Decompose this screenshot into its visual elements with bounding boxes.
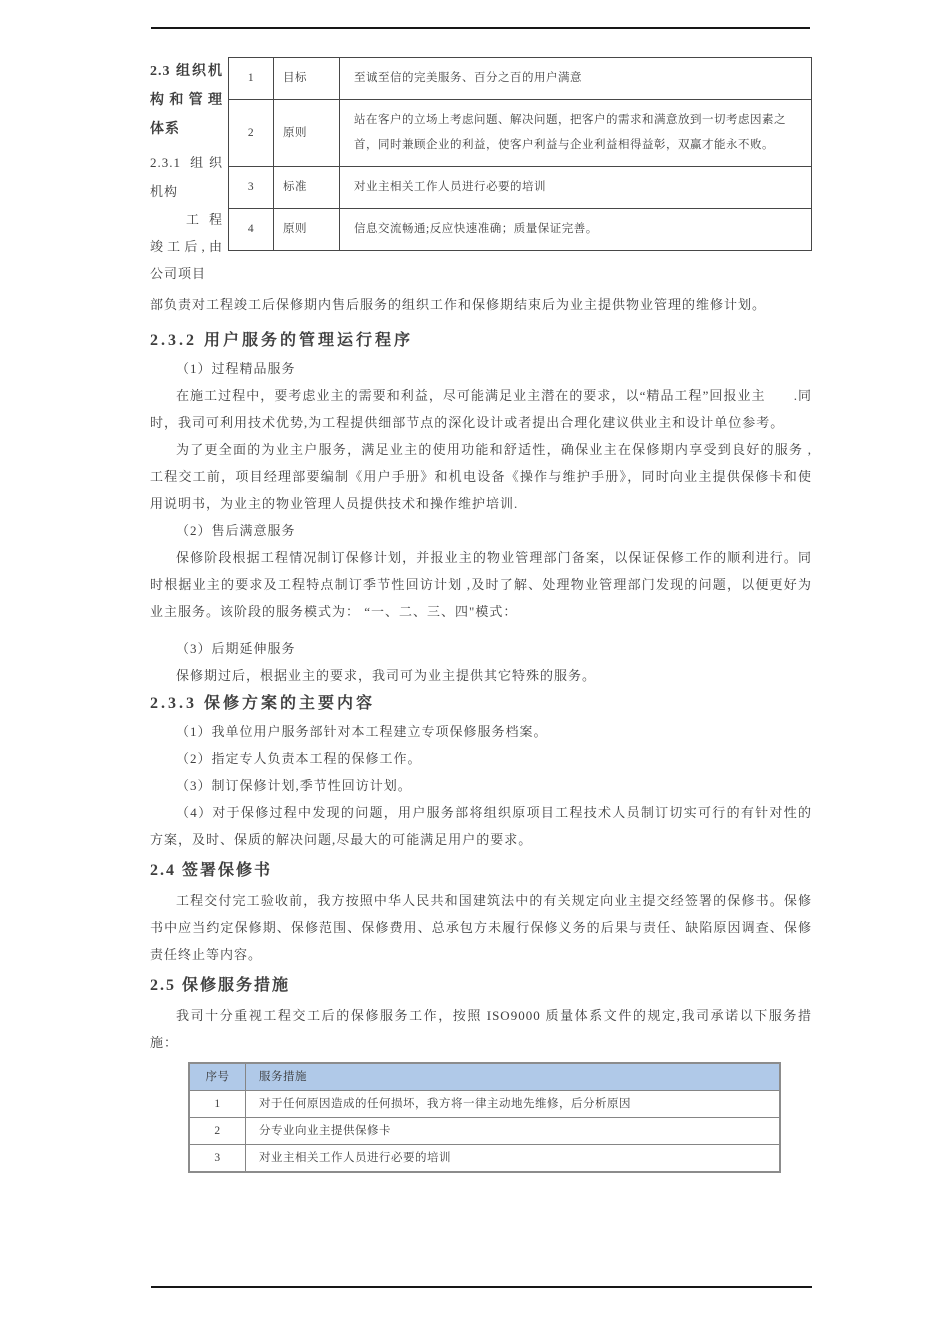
paragraph: 保修期过后，根据业主的要求，我司可为业主提供其它特殊的服务。 [176, 668, 597, 683]
row-label-cell: 标准 [274, 167, 340, 209]
row-number-cell: 1 [189, 1091, 246, 1118]
org-structure-section [150, 57, 812, 287]
page-footer-rule [151, 1286, 812, 1288]
row-label-cell: 目标 [274, 58, 340, 100]
row-number-cell: 4 [229, 209, 274, 251]
row-number-cell: 2 [229, 100, 274, 167]
table-row [229, 209, 812, 251]
row-content-cell: 至诚至信的完美服务、百分之百的用户满意 [340, 58, 812, 100]
table-row [229, 100, 812, 167]
row-content-cell: 信息交流畅通;反应快速准确；质量保证完善。 [340, 209, 812, 251]
org-service-table [228, 57, 812, 251]
service-measures-table-body [189, 1091, 780, 1173]
column-header-no: 序号 [189, 1063, 246, 1091]
subsection-heading: （2）售后满意服务 [176, 523, 296, 538]
section-heading-2-3-3: 2.3.3 保修方案的主要内容 [150, 695, 376, 712]
table-row [189, 1091, 780, 1118]
table-row [189, 1145, 780, 1173]
table-header-row [189, 1063, 780, 1091]
row-label-cell: 原则 [274, 100, 340, 167]
list-item: （1）我单位用户服务部针对本工程建立专项保修服务档案。 [176, 724, 548, 739]
table-row [189, 1118, 780, 1145]
paragraph: 为了更全面的为业主户服务，满足业主的使用功能和舒适性，确保业主在保修期内享受到良好的服务 ,工程交工前，项目经理部要编制《用户手册》和机电设备《操作与维护手册》，同时向业主提供保修卡和使用说明书，为业主的物业管理人员提供技术和操作维护培训. [150, 442, 812, 511]
subsection-heading: （3）后期延伸服务 [176, 641, 296, 656]
paragraph: 保修阶段根据工程情况制订保修计划，并报业主的物业管理部门备案，以保证保修工作的顺利进行。同时根据业主的要求及工程特点制订季节性回访计划 ,及时了解、处理物业管理部门发现的问题，以便更好为业主服务。该阶段的服务模式为： “一、二、三、四"模式： [150, 550, 812, 619]
page-header-rule [151, 27, 810, 29]
row-number-cell: 3 [189, 1145, 246, 1173]
row-content-cell: 站在客户的立场上考虑问题、解决问题，把客户的需求和满意放到一切考虑因素之首，同时兼顾企业的利益，使客户利益与企业利益相得益彰，双赢才能永不败。 [340, 100, 812, 167]
row-measure-cell: 对业主相关工作人员进行必要的培训 [246, 1145, 781, 1173]
paragraph-continuation: 部负责对工程竣工后保修期内售后服务的组织工作和保修期结束后为业主提供物业管理的维修计划。 [150, 297, 767, 312]
subsection-heading: （1）过程精品服务 [176, 361, 296, 376]
row-number-cell: 1 [229, 58, 274, 100]
row-number-cell: 3 [229, 167, 274, 209]
left-column-paragraph: 工程竣工后,由公司项目 [150, 212, 223, 281]
paragraph: 在施工过程中，要考虑业主的需要和利益，尽可能满足业主潜在的要求，以“精品工程”回报业主 .同时，我司可利用技术优势,为工程提供细部节点的深化设计或者提出合理化建议供业主和设计单位参考。 [150, 388, 812, 430]
page-content [150, 57, 812, 1173]
org-service-table-body [229, 58, 812, 251]
paragraph: 工程交付完工验收前，我方按照中华人民共和国建筑法中的有关规定向业主提交经签署的保修书。保修书中应当约定保修期、保修范围、保修费用、总承包方未履行保修义务的后果与责任、缺陷原因调查、保修责任终止等内容。 [150, 893, 812, 962]
section-heading-2-4: 2.4 签署保修书 [150, 862, 273, 879]
list-item: （4）对于保修过程中发现的问题，用户服务部将组织原项目工程技术人员制订切实可行的有针对性的方案，及时、保质的解决问题,尽最大的可能满足用户的要求。 [150, 805, 812, 847]
section-heading-2-3-2: 2.3.2 用户服务的管理运行程序 [150, 332, 414, 349]
row-measure-cell: 对于任何原因造成的任何损坏，我方将一律主动地先维修，后分析原因 [246, 1091, 781, 1118]
paragraph: 我司十分重视工程交工后的保修服务工作，按照 ISO9000 质量体系文件的规定,我司承诺以下服务措施： [150, 1008, 812, 1050]
column-header-measure: 服务措施 [246, 1063, 781, 1091]
list-item: （2）指定专人负责本工程的保修工作。 [176, 751, 422, 766]
left-text-column [150, 57, 223, 287]
service-measures-table [188, 1062, 781, 1173]
section-heading-2-3: 2.3 组织机构和管理体系 [150, 64, 223, 137]
row-label-cell: 原则 [274, 209, 340, 251]
section-heading-2-5: 2.5 保修服务措施 [150, 977, 291, 994]
list-item: （3）制订保修计划,季节性回访计划。 [176, 778, 412, 793]
row-number-cell: 2 [189, 1118, 246, 1145]
table-row [229, 58, 812, 100]
table-row [229, 167, 812, 209]
row-measure-cell: 分专业向业主提供保修卡 [246, 1118, 781, 1145]
service-measures-table-head [189, 1063, 780, 1091]
section-heading-2-3-1: 2.3.1 组织机构 [150, 155, 223, 199]
row-content-cell: 对业主相关工作人员进行必要的培训 [340, 167, 812, 209]
